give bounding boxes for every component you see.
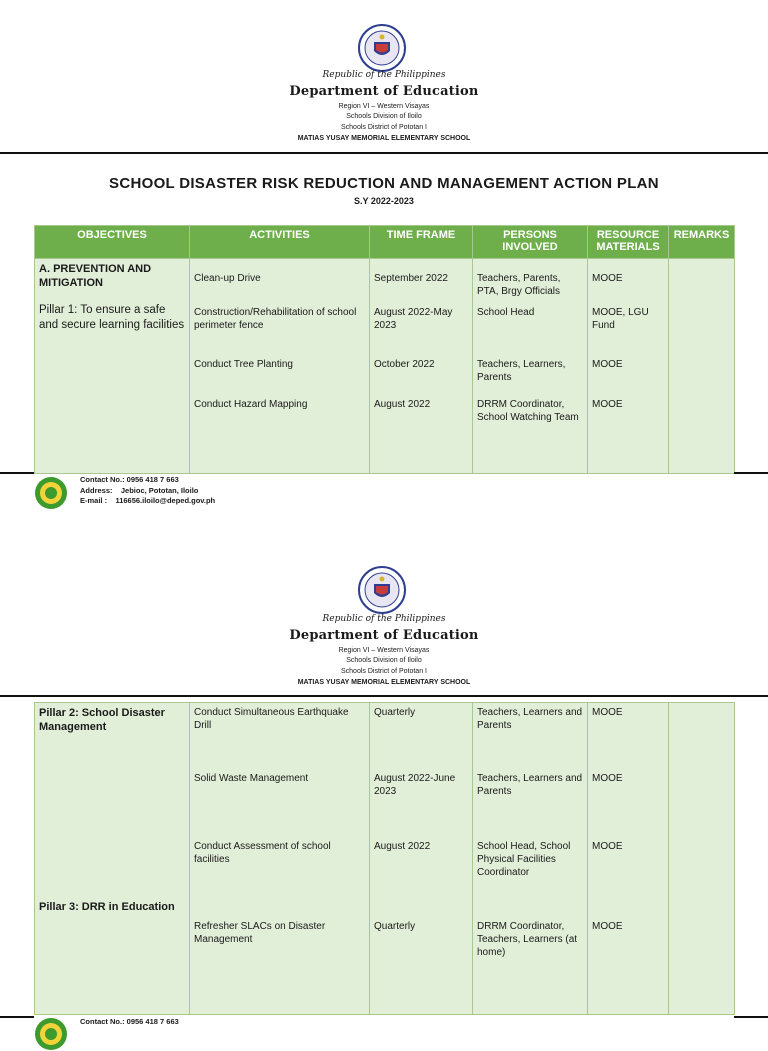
header-objectives: OBJECTIVES	[35, 226, 190, 259]
time-frame: August 2022-May 2023	[374, 307, 453, 331]
region-text: Region VI – Western Visayas	[338, 103, 430, 110]
persons-involved: Teachers, Learners, Parents	[477, 359, 566, 383]
time-frame: October 2022	[374, 359, 435, 370]
header-divider	[0, 695, 768, 697]
header-resource-materials: RESOURCE MATERIALS	[588, 226, 669, 259]
activity: Construction/Rehabilitation of school perimeter fence	[194, 307, 357, 331]
deped-seal-icon	[358, 566, 406, 614]
persons-involved: School Head	[477, 307, 535, 318]
resources-cell	[588, 259, 669, 474]
action-plan-table-page-2	[34, 702, 735, 1015]
school-logo-icon	[34, 1017, 68, 1051]
contact-block	[80, 475, 215, 507]
objectives-cell	[35, 259, 190, 474]
department-name: Department of Education	[289, 628, 479, 643]
plan-title: SCHOOL DISASTER RISK REDUCTION AND MANAGEMENT ACTION PLAN	[109, 175, 659, 192]
header-time-frame: TIME FRAME	[370, 226, 473, 259]
resource-materials: MOOE	[592, 707, 623, 718]
division-text: Schools Division of Iloilo	[346, 113, 422, 120]
persons-involved: DRRM Coordinator, Teachers, Learners (at home)	[477, 921, 578, 958]
activity: Conduct Assessment of school facilities	[194, 841, 331, 865]
pillar-2-objective: Pillar 2: School Disaster Management	[39, 707, 165, 734]
persons-involved: DRRM Coordinator, School Watching Team	[477, 399, 579, 423]
contact-number-cut: Contact No.: 0956 418 7 663	[80, 1017, 179, 1026]
footer-divider-right	[734, 472, 768, 474]
remarks-cell	[669, 259, 735, 474]
republic-text: Republic of the Philippines	[322, 614, 446, 624]
header-activities: ACTIVITIES	[190, 226, 370, 259]
time-frame-cell	[370, 259, 473, 474]
section-letter: A.	[39, 263, 50, 275]
school-name: MATIAS YUSAY MEMORIAL ELEMENTARY SCHOOL	[297, 135, 471, 142]
persons-cell	[473, 259, 588, 474]
action-plan-table-page-1	[34, 225, 735, 474]
pillar-1-objective: Pillar 1: To ensure a safe and secure learning facilities	[39, 303, 185, 331]
resource-materials: MOOE	[592, 399, 623, 410]
email-value: 116656.iloilo@deped.gov.ph	[115, 496, 216, 505]
email-line	[80, 496, 215, 507]
header-divider	[0, 152, 768, 154]
district-text: Schools District of Pototan I	[341, 668, 427, 675]
activity: Conduct Tree Planting	[194, 359, 293, 370]
school-year: S.Y 2022-2023	[354, 196, 414, 206]
activity: Clean-up Drive	[194, 273, 261, 284]
activity: Refresher SLACs on Disaster Management	[194, 921, 326, 945]
persons-cell	[473, 703, 588, 1015]
resources-cell	[588, 703, 669, 1015]
persons-involved: School Head, School Physical Facilities Coordinator	[477, 841, 571, 878]
time-frame: August 2022	[374, 399, 431, 410]
address-label: Address:	[80, 485, 113, 495]
footer-divider-left	[0, 1016, 34, 1018]
persons-involved: Teachers, Learners and Parents	[477, 707, 583, 731]
resource-materials: MOOE	[592, 273, 623, 284]
section-heading	[39, 262, 185, 291]
pillar-3-objective: Pillar 3: DRR in Education	[39, 900, 175, 913]
remarks-cell	[669, 703, 735, 1015]
resource-materials: MOOE	[592, 841, 623, 852]
email-label: E-mail :	[80, 496, 108, 505]
school-name: MATIAS YUSAY MEMORIAL ELEMENTARY SCHOOL	[297, 679, 471, 686]
persons-involved: Teachers, Learners and Parents	[477, 773, 583, 797]
time-frame: September 2022	[374, 273, 448, 284]
time-frame: Quarterly	[374, 921, 416, 932]
footer-divider-right	[734, 1016, 768, 1018]
activity: Conduct Hazard Mapping	[194, 399, 308, 410]
deped-seal-icon	[358, 24, 406, 72]
header-remarks: REMARKS	[669, 226, 735, 259]
activities-cell	[190, 703, 370, 1015]
address-value: Jebioc, Pototan, Iloilo	[120, 485, 199, 495]
header-persons-involved: PERSONS INVOLVED	[473, 226, 588, 259]
division-text: Schools Division of Iloilo	[346, 657, 422, 664]
activity: Conduct Simultaneous Earthquake Drill	[194, 707, 349, 731]
section-title: PREVENTION AND MITIGATION	[39, 263, 152, 290]
persons-involved: Teachers, Parents, PTA, Brgy Officials	[477, 273, 561, 297]
contact-number: Contact No.: 0956 418 7 663	[80, 475, 179, 484]
resource-materials: MOOE	[592, 359, 623, 370]
region-text: Region VI – Western Visayas	[338, 647, 430, 654]
address-line	[80, 486, 215, 497]
objectives-cell	[35, 703, 190, 1015]
department-name: Department of Education	[289, 84, 479, 99]
resource-materials: MOOE, LGU Fund	[592, 307, 649, 331]
resource-materials: MOOE	[592, 921, 623, 932]
footer-divider-left	[0, 472, 34, 474]
time-frame: August 2022	[374, 841, 431, 852]
district-text: Schools District of Pototan I	[341, 124, 427, 131]
activity: Solid Waste Management	[194, 773, 309, 784]
resource-materials: MOOE	[592, 773, 623, 784]
school-logo-icon	[34, 476, 68, 510]
time-frame: August 2022-June 2023	[374, 773, 456, 797]
time-frame: Quarterly	[374, 707, 416, 718]
republic-text: Republic of the Philippines	[322, 70, 446, 80]
time-frame-cell	[370, 703, 473, 1015]
activities-cell	[190, 259, 370, 474]
